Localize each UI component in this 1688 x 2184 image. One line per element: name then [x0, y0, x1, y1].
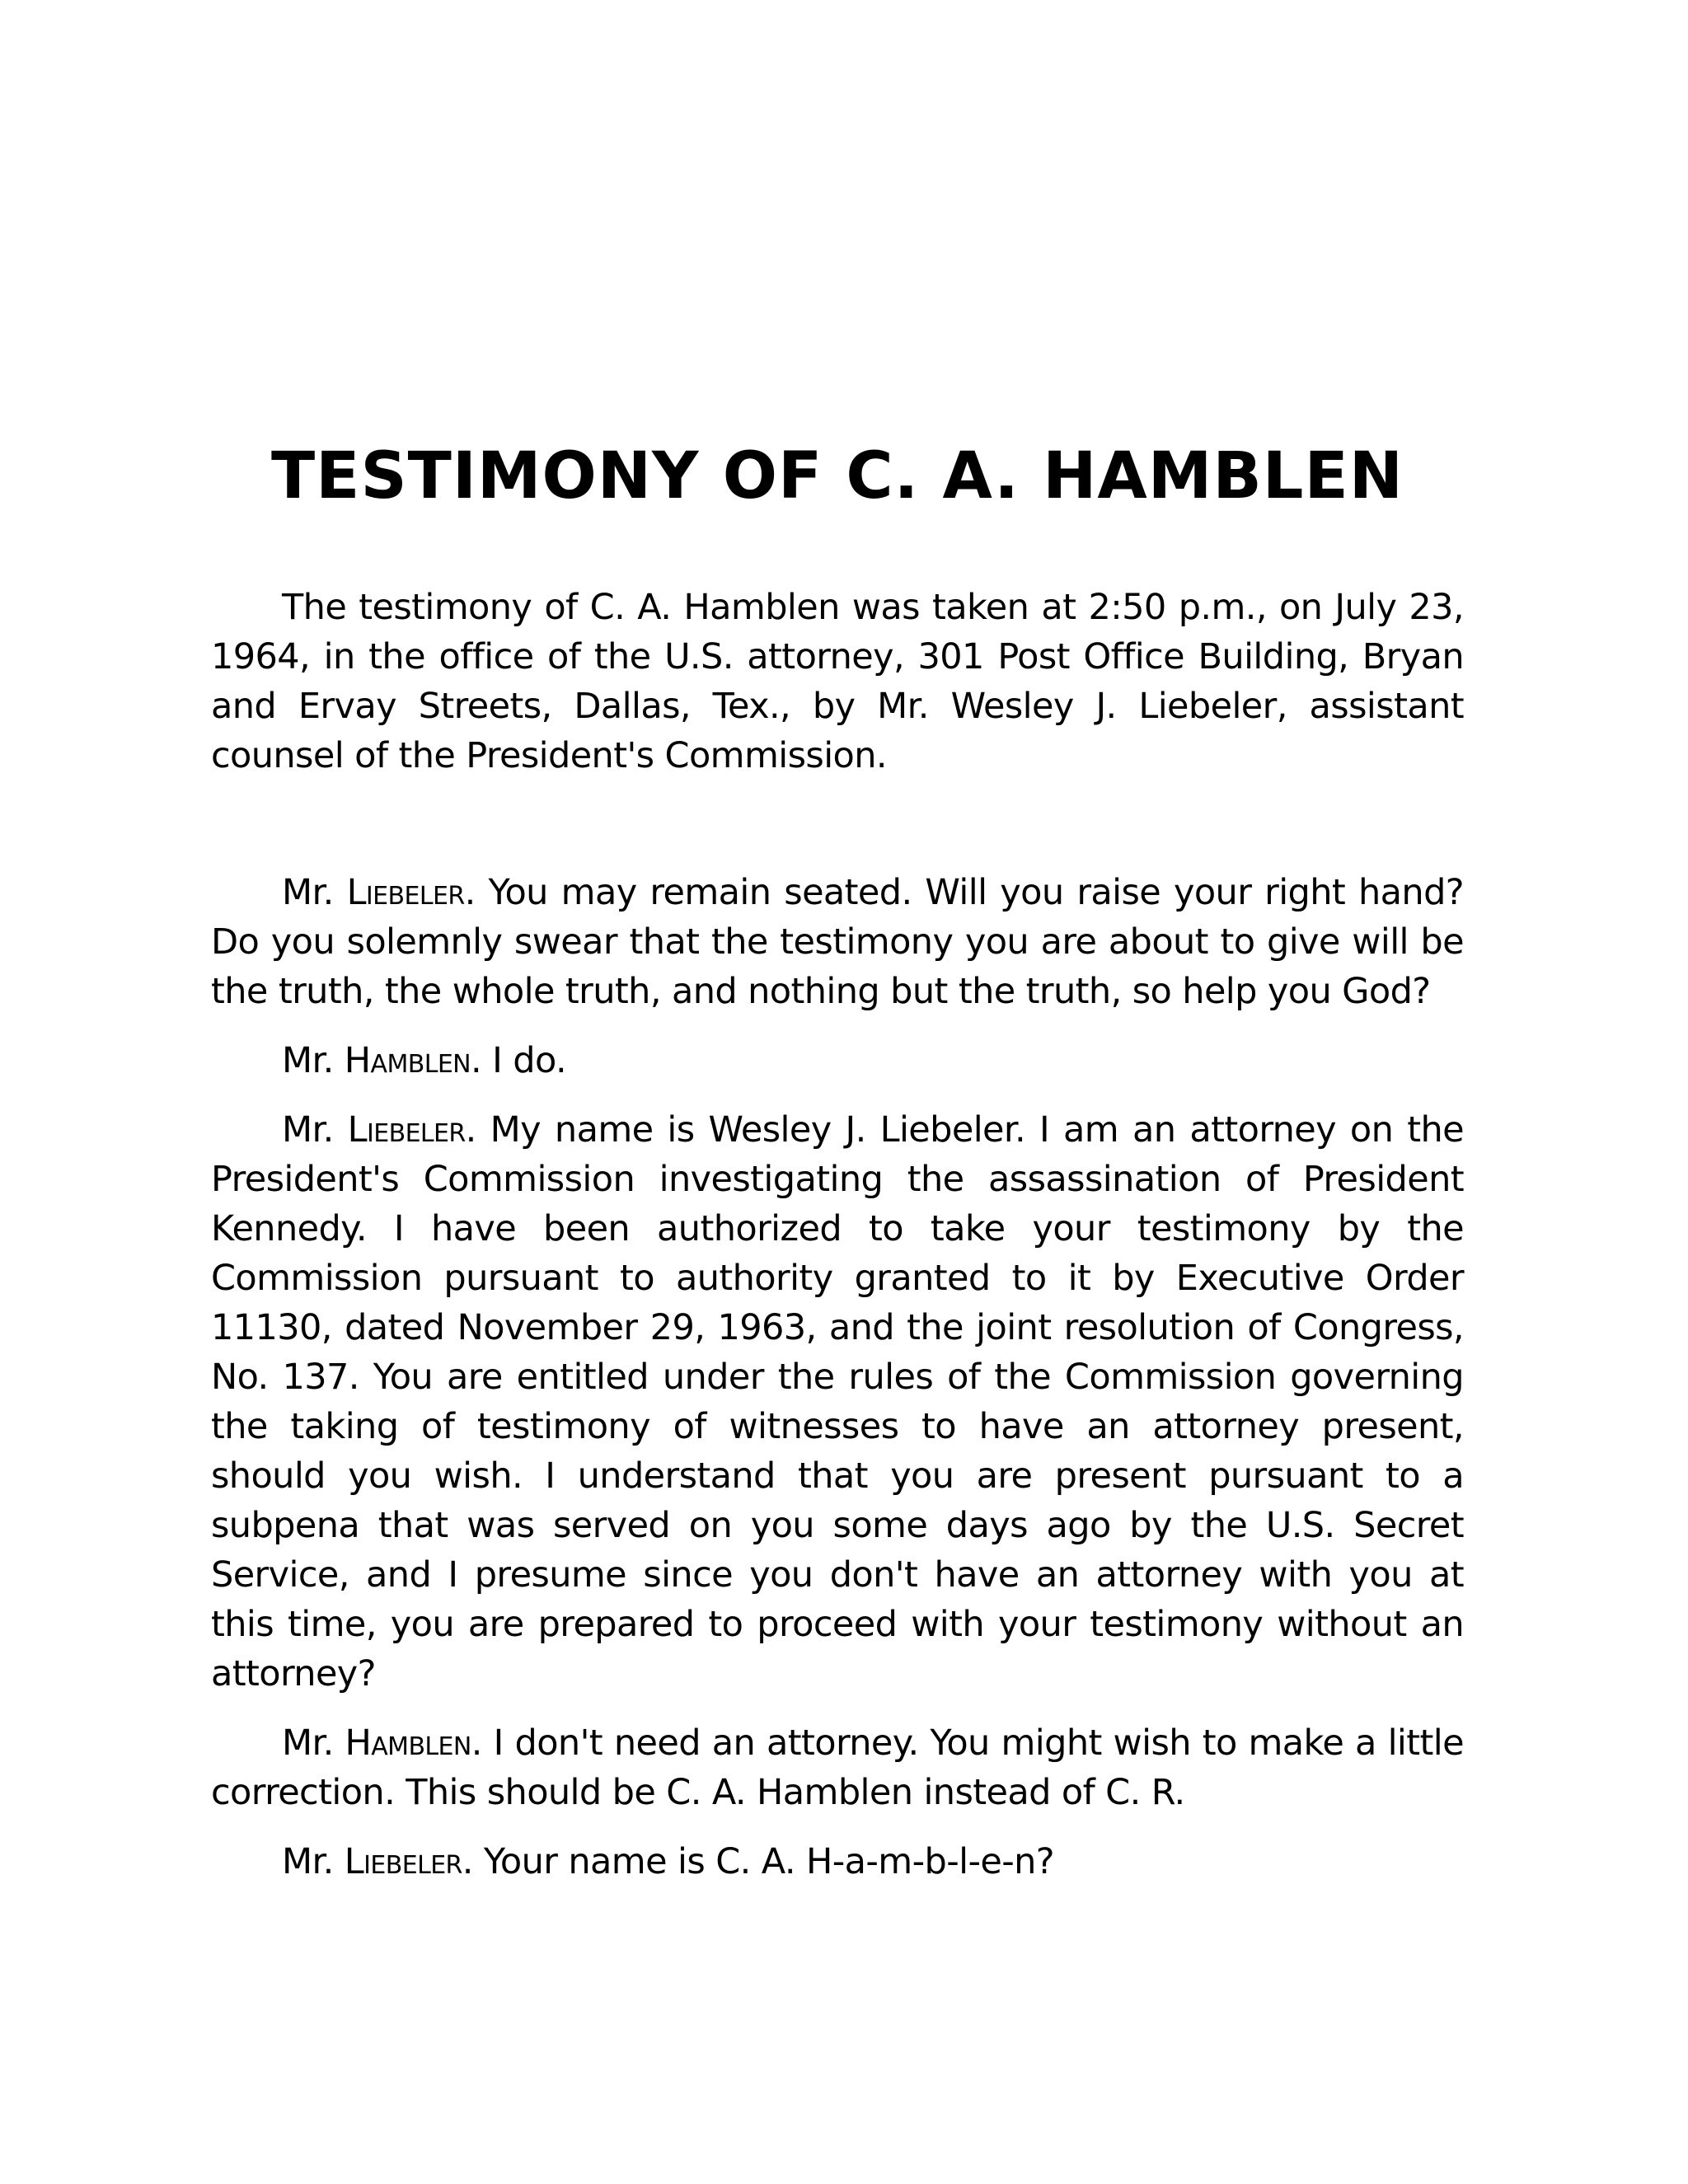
speaker-prefix: Mr. [282, 1040, 345, 1081]
testimony-paragraph [211, 1105, 1464, 1699]
speaker-name: Liebeler [347, 1109, 466, 1151]
testimony-text: . You may remain seated. Will you raise your right hand? Do you solemnly swear that the testimony you are about to give will be the truth, the whole truth, and nothing but the truth, so help you God? [211, 872, 1464, 1012]
page-title: TESTIMONY OF C. A. HAMBLEN [270, 439, 1404, 513]
testimony-paragraph [211, 868, 1464, 1016]
speaker-name: Hamblen [344, 1040, 471, 1081]
intro-paragraph: The testimony of C. A. Hamblen was taken at 2:50 p.m., on July 23, 1964, in the office of the U.S. attorney, 301 Post Office Building, Bryan and Ervay Streets, Dallas, Tex., by Mr. Wesley J. Liebeler, assistant counsel of the President's Commission. [211, 587, 1464, 776]
document-body [211, 583, 1464, 1906]
testimony-text: . I do. [471, 1040, 567, 1081]
speaker-name: Hamblen [345, 1722, 471, 1764]
speaker-prefix: Mr. [282, 1109, 348, 1151]
testimony-paragraph [211, 1036, 1464, 1085]
testimony-text: . Your name is C. A. H-a-m-b-l-e-n? [462, 1841, 1055, 1882]
testimony-paragraph [211, 1718, 1464, 1817]
speaker-prefix: Mr. [282, 1722, 345, 1764]
testimony-text: . My name is Wesley J. Liebeler. I am an attorney on the President's Commission investigating the assassination of President Kennedy. I have been authorized to take your testimony by the Commission pursuant to authority granted to it by Executive Order 11130, dated November 29, 1963, and the joint resolution of Congress, No. 137. You are entitled under the rules of the Commission governing the taking of testimony of witnesses to have an attorney present, should you wish. I understand that you are present pursuant to a subpena that was served on you some days ago by the U.S. Secret Service, and I presume since you don't have an attorney with you at this time, you are prepared to proceed with your testimony without an attorney? [211, 1109, 1464, 1694]
speaker-name: Liebeler [346, 872, 465, 913]
testimony-text: . I don't need an attorney. You might wish to make a little correction. This should be C. A. Hamblen instead of C. R. [211, 1722, 1464, 1813]
testimony-paragraph [211, 1837, 1464, 1886]
speaker-prefix: Mr. [282, 872, 347, 913]
speaker-name: Liebeler [344, 1841, 462, 1882]
speaker-prefix: Mr. [282, 1841, 345, 1882]
